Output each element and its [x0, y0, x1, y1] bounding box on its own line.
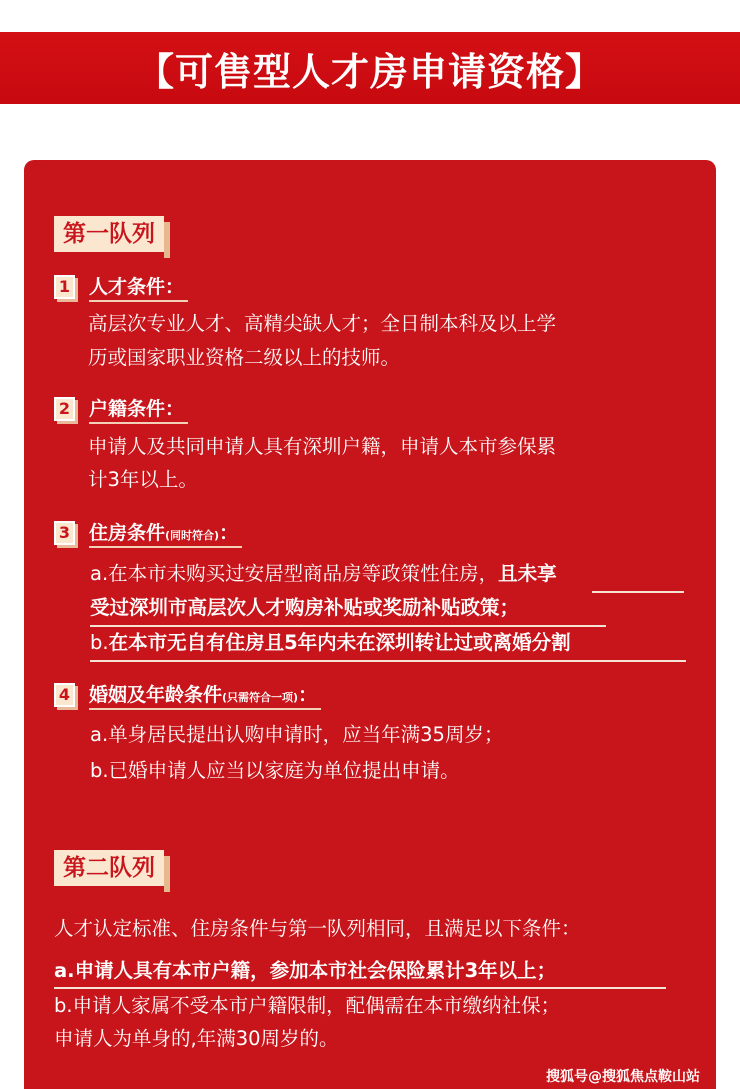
- page-title-banner: [0, 32, 740, 104]
- item4-colon: ：: [298, 684, 318, 706]
- queue2-tag: 第二队列: [54, 850, 164, 886]
- item1-title-wrap: [89, 272, 188, 302]
- page-title: 【可售型人才房申请资格】: [135, 49, 604, 94]
- item3-note: (同时符合): [165, 529, 220, 542]
- item3-underline1: [592, 591, 684, 593]
- item2-colon: ：: [165, 398, 185, 420]
- content-panel: [24, 160, 716, 1089]
- queue2-underline: [54, 987, 666, 989]
- item4-number-icon: 4: [54, 683, 75, 707]
- item4-header: [54, 680, 321, 710]
- item3-underline2: [90, 625, 606, 627]
- item4-line1: a.单身居民提出认购申请时，应当年满35周岁；: [90, 723, 504, 746]
- item3-line1-wrap: [90, 560, 557, 588]
- item3-line3: 在本市无自有住房且5年内未在深圳转让过或离婚分割: [108, 631, 571, 654]
- item3-title-wrap: [89, 518, 242, 548]
- item3-number-icon: 3: [54, 521, 75, 545]
- item1-number-icon: 1: [54, 275, 75, 299]
- queue2-line1: 人才认定标准、住房条件与第一队列相同，且满足以下条件：: [54, 917, 581, 940]
- item1-title: 人才条件: [89, 276, 166, 298]
- item2-number-icon: 2: [54, 397, 75, 421]
- queue2-line4: 申请人为单身的,年满30周岁的。: [54, 1027, 339, 1050]
- item3-line1: a.在本市未购买过安居型商品房等政策性住房，: [90, 562, 499, 585]
- item3-line1-bold: 且未享: [498, 562, 557, 585]
- item3-line3-wrap: [90, 629, 571, 657]
- item3-colon: ：: [219, 522, 239, 544]
- item1-line1: 高层次专业人才、高精尖缺人才；全日制本科及以上学: [88, 312, 557, 335]
- item2-line1: 申请人及共同申请人具有深圳户籍，申请人本市参保累: [88, 435, 557, 458]
- queue1-tag: 第一队列: [54, 216, 164, 252]
- item4-title: 婚姻及年龄条件: [89, 684, 223, 706]
- item1-header: [54, 272, 188, 302]
- item2-header: [54, 394, 188, 424]
- queue2-line3: b.申请人家属不受本市户籍限制，配偶需在本市缴纳社保；: [54, 994, 561, 1017]
- item3-header: [54, 518, 242, 548]
- item2-title: 户籍条件: [89, 398, 166, 420]
- item1-line2: 历或国家职业资格二级以上的技师。: [88, 346, 401, 369]
- item3-line3-prefix: b.: [90, 631, 109, 654]
- item2-line2: 计3年以上。: [88, 468, 198, 491]
- item3-underline3: [90, 660, 686, 662]
- item2-title-wrap: [89, 394, 188, 424]
- item4-note: (只需符合一项): [222, 691, 299, 704]
- watermark: 搜狐号@搜狐焦点鞍山站: [546, 1069, 700, 1085]
- item4-line2: b.已婚申请人应当以家庭为单位提出申请。: [90, 759, 460, 782]
- item4-title-wrap: [89, 680, 321, 710]
- item3-line2: 受过深圳市高层次人才购房补贴或奖励补贴政策；: [90, 596, 520, 619]
- queue2-line2: a.申请人具有本市户籍，参加本市社会保险累计3年以上；: [54, 959, 557, 982]
- item3-title: 住房条件: [89, 522, 166, 544]
- item1-colon: ：: [165, 276, 185, 298]
